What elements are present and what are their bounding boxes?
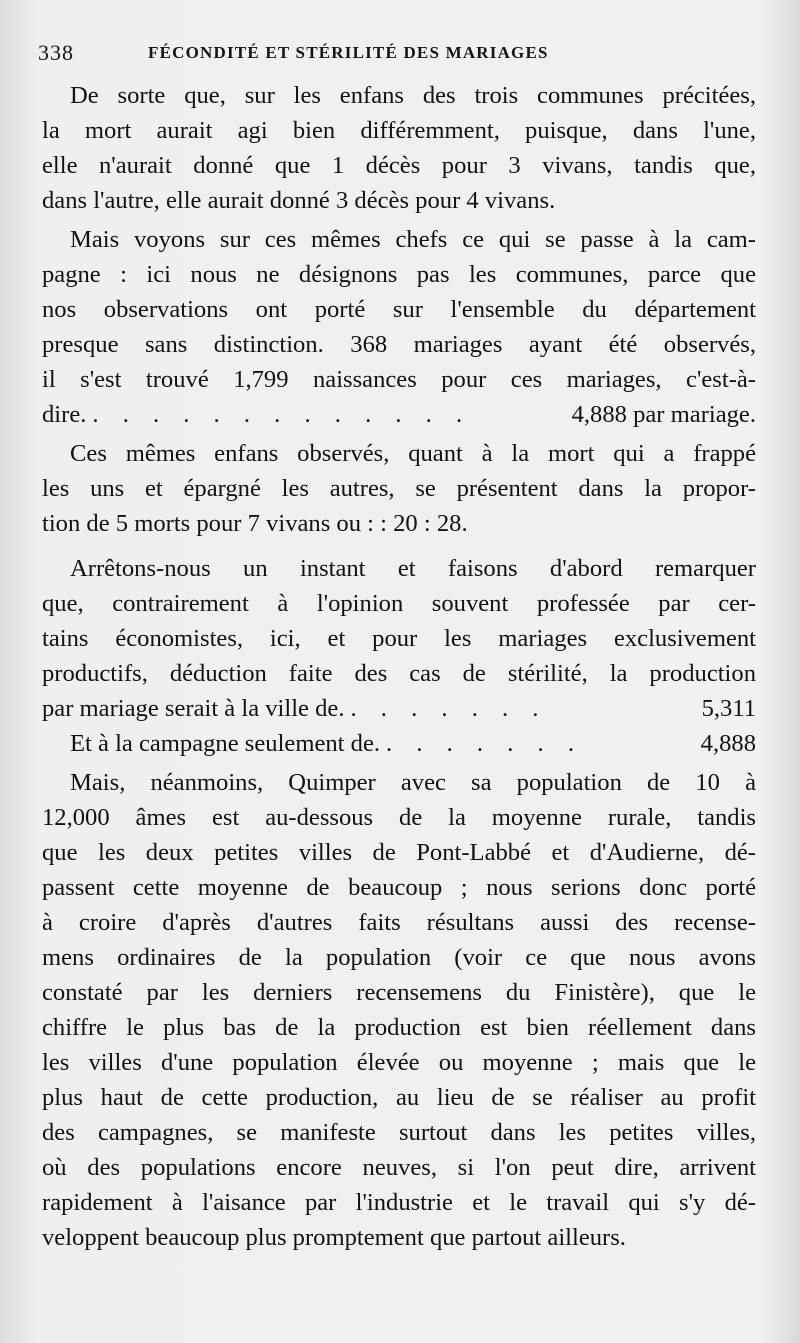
leader-label: par mariage serait à la ville de. (42, 695, 345, 722)
body-text (42, 78, 756, 1255)
running-head: FÉCONDITÉ ET STÉRILITÉ DES MARIAGES (148, 43, 549, 62)
paragraph-2 (42, 222, 756, 432)
text-line: Arrêtons-nous un instant et faisons d'abord remarquer (70, 555, 756, 582)
leader-dots: . . . . . . . (350, 695, 548, 722)
leader-value: 4,888 (700, 730, 756, 757)
leader-dots: . . . . . . . . . . . . . (92, 401, 472, 428)
text-line: que les deux petites villes de Pont-Labbé et d'Audierne, dé- (42, 839, 756, 866)
text-line: des campagnes, se manifeste surtout dans les petites villes, (42, 1119, 756, 1146)
text-line: il s'est trouvé 1,799 naissances pour ces mariages, c'est-à- (42, 366, 756, 393)
paragraph-3 (42, 436, 756, 541)
text-line: Mais, néanmoins, Quimper avec sa population de 10 à (70, 769, 756, 796)
leader-dots: . . . . . . . (386, 730, 583, 757)
text-line: les uns et épargné les autres, se présentent dans la propor- (42, 475, 756, 502)
leader-value: 4,888 par mariage. (571, 401, 756, 428)
text-line: chiffre le plus bas de la production est bien réellement dans (42, 1014, 756, 1041)
text-line: les villes d'une population élevée ou moyenne ; mais que le (42, 1049, 756, 1076)
leader-line (42, 397, 756, 432)
text-line: la mort aurait agi bien différemment, puisque, dans l'une, (42, 117, 756, 144)
text-line: mens ordinaires de la population (voir ce que nous avons (42, 944, 756, 971)
text-line: elle n'aurait donné que 1 décès pour 3 vivans, tandis que, (42, 152, 756, 179)
text-line: que, contrairement à l'opinion souvent professée par cer- (42, 590, 756, 617)
text-line: passent cette moyenne de beaucoup ; nous serions donc porté (42, 874, 756, 901)
paragraph-4 (42, 551, 756, 761)
text-line: 12,000 âmes est au-dessous de la moyenne rurale, tandis (42, 804, 756, 831)
text-line: De sorte que, sur les enfans des trois communes précitées, (70, 82, 756, 109)
text-line: veloppent beaucoup plus promptement que partout ailleurs. (42, 1224, 626, 1251)
text-line: Ces mêmes enfans observés, quant à la mort qui a frappé (70, 440, 756, 467)
leader-label: dire. (42, 401, 87, 428)
paragraph-1 (42, 78, 756, 218)
text-line: rapidement à l'aisance par l'industrie et le travail qui s'y dé- (42, 1189, 756, 1216)
text-line: nos observations ont porté sur l'ensemble du département (42, 296, 756, 323)
text-line: dans l'autre, elle aurait donné 3 décès pour 4 vivans. (42, 187, 556, 214)
text-line: pagne : ici nous ne désignons pas les communes, parce que (42, 261, 756, 288)
text-line: presque sans distinction. 368 mariages ayant été observés, (42, 331, 756, 358)
text-line: à croire d'après d'autres faits résultans aussi des recense- (42, 909, 756, 936)
text-line: productifs, déduction faite des cas de stérilité, la production (42, 660, 756, 687)
leader-line (42, 726, 756, 761)
text-line: tion de 5 morts pour 7 vivans ou : : 20 : 28. (42, 510, 468, 537)
paragraph-5 (42, 765, 756, 1255)
page-header (38, 40, 758, 70)
text-line: plus haut de cette production, au lieu de se réaliser au profit (42, 1084, 756, 1111)
leader-label: Et à la campagne seulement de. (70, 730, 381, 757)
text-line: où des populations encore neuves, si l'on peut dire, arrivent (42, 1154, 756, 1181)
page-number: 338 (38, 40, 74, 65)
text-line: constaté par les derniers recensemens du Finistère), que le (42, 979, 756, 1006)
leader-line (42, 691, 756, 726)
text-line: Mais voyons sur ces mêmes chefs ce qui se passe à la cam- (70, 226, 756, 253)
text-line: tains économistes, ici, et pour les mariages exclusivement (42, 625, 756, 652)
leader-value: 5,311 (701, 695, 756, 722)
